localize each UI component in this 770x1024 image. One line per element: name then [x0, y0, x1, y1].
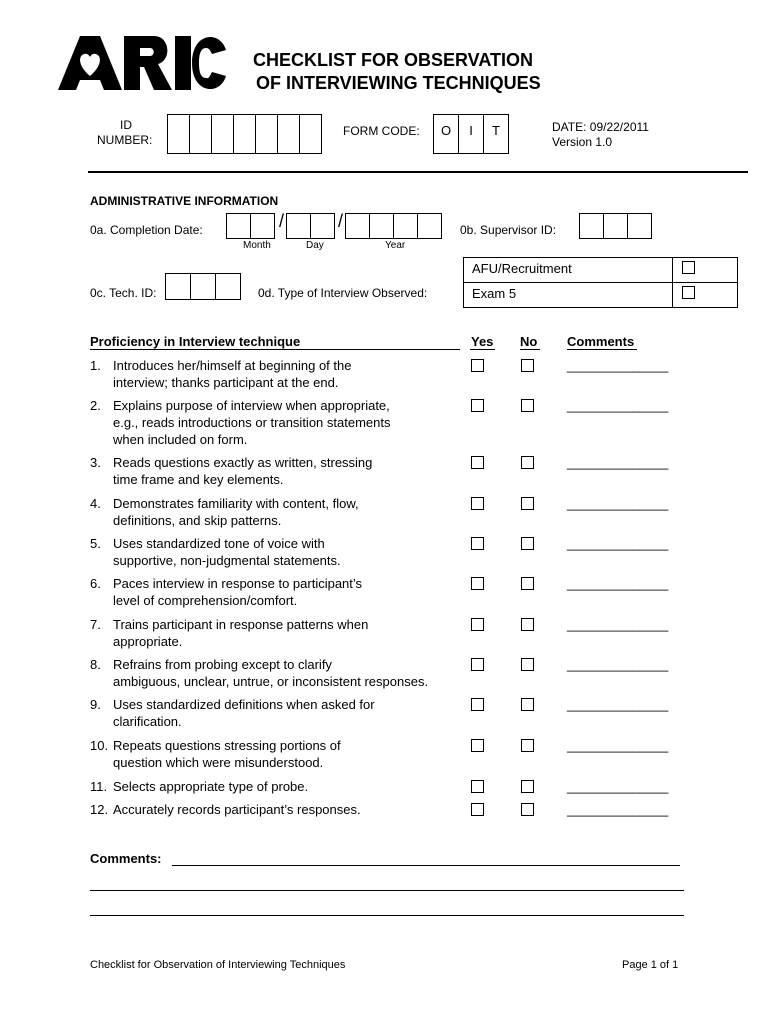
- supervisor-id-field[interactable]: [580, 213, 652, 239]
- comment-blank[interactable]: ______________: [567, 358, 669, 373]
- form-code-cell: I: [458, 114, 484, 154]
- item-text: Selects appropriate type of probe.: [113, 779, 309, 794]
- interview-type-label: 0d. Type of Interview Observed:: [258, 286, 428, 300]
- date-cell[interactable]: [417, 213, 442, 239]
- no-checkbox[interactable]: [521, 803, 534, 816]
- col-comments-rule: [567, 349, 637, 350]
- no-checkbox[interactable]: [521, 537, 534, 550]
- col-comments-header: Comments: [567, 334, 635, 349]
- item-text: appropriate.: [113, 634, 183, 649]
- interview-type-exam: Exam 5: [472, 286, 517, 301]
- item-text: e.g., reads introductions or transition statements: [113, 415, 391, 430]
- item-number: 10.: [90, 738, 109, 753]
- no-checkbox[interactable]: [521, 359, 534, 372]
- item-number: 5.: [90, 536, 101, 551]
- proficiency-heading-rule: [90, 349, 460, 350]
- comments-line[interactable]: [90, 890, 684, 891]
- item-text: Repeats questions stressing portions of: [113, 738, 341, 753]
- yes-checkbox[interactable]: [471, 537, 484, 550]
- tech-id-label: 0c. Tech. ID:: [90, 286, 157, 300]
- id-cell[interactable]: [277, 114, 300, 154]
- form-code-cell: O: [433, 114, 459, 154]
- yes-checkbox[interactable]: [471, 780, 484, 793]
- comment-blank[interactable]: ______________: [567, 779, 669, 794]
- completion-month-field[interactable]: [227, 213, 275, 239]
- yes-checkbox[interactable]: [471, 456, 484, 469]
- yes-checkbox[interactable]: [471, 658, 484, 671]
- item-text: Uses standardized tone of voice with: [113, 536, 325, 551]
- item-number: 6.: [90, 576, 101, 591]
- col-yes-rule: [470, 349, 495, 350]
- date-cell[interactable]: [286, 213, 311, 239]
- no-checkbox[interactable]: [521, 456, 534, 469]
- exam-checkbox[interactable]: [682, 286, 695, 299]
- item-text: Trains participant in response patterns when: [113, 617, 369, 632]
- item-text: interview; thanks participant at the end.: [113, 375, 339, 390]
- comment-blank[interactable]: ______________: [567, 455, 669, 470]
- id-cell[interactable]: [255, 114, 278, 154]
- footer-page: Page 1 of 1: [622, 959, 679, 971]
- yes-checkbox[interactable]: [471, 577, 484, 590]
- comment-blank[interactable]: ______________: [567, 576, 669, 591]
- item-number: 4.: [90, 496, 101, 511]
- no-checkbox[interactable]: [521, 618, 534, 631]
- item-text: supportive, non-judgmental statements.: [113, 553, 341, 568]
- item-number: 7.: [90, 617, 101, 632]
- aric-logo: [58, 34, 228, 92]
- item-number: 3.: [90, 455, 101, 470]
- form-code-boxes: [434, 114, 509, 154]
- no-checkbox[interactable]: [521, 577, 534, 590]
- supervisor-cell[interactable]: [627, 213, 652, 239]
- supervisor-cell[interactable]: [603, 213, 628, 239]
- item-number: 1.: [90, 358, 101, 373]
- interview-type-divider: [672, 257, 673, 308]
- yes-checkbox[interactable]: [471, 698, 484, 711]
- afu-checkbox[interactable]: [682, 261, 695, 274]
- item-text: Paces interview in response to participant’s: [113, 576, 363, 591]
- completion-day-field[interactable]: [287, 213, 335, 239]
- tech-cell[interactable]: [215, 273, 241, 300]
- date-cell[interactable]: [310, 213, 335, 239]
- comment-blank[interactable]: ______________: [567, 496, 669, 511]
- item-text: when included on form.: [113, 432, 248, 447]
- form-code-cell: T: [483, 114, 509, 154]
- supervisor-id-label: 0b. Supervisor ID:: [460, 223, 557, 237]
- id-number-field[interactable]: [168, 114, 322, 154]
- yes-checkbox[interactable]: [471, 359, 484, 372]
- completion-year-field[interactable]: [346, 213, 442, 239]
- form-title-line1: CHECKLIST FOR OBSERVATION: [253, 50, 534, 70]
- date-cell[interactable]: [345, 213, 370, 239]
- item-number: 9.: [90, 697, 101, 712]
- tech-id-field[interactable]: [166, 273, 241, 300]
- item-number: 8.: [90, 657, 101, 672]
- item-text: Refrains from probing except to clarify: [113, 657, 332, 672]
- interview-type-afu: AFU/Recruitment: [472, 261, 572, 276]
- tech-cell[interactable]: [190, 273, 216, 300]
- no-checkbox[interactable]: [521, 698, 534, 711]
- id-cell[interactable]: [211, 114, 234, 154]
- yes-checkbox[interactable]: [471, 739, 484, 752]
- id-cell[interactable]: [167, 114, 190, 154]
- aric-logo-graphic: [58, 34, 228, 92]
- item-text: Uses standardized definitions when asked for: [113, 697, 375, 712]
- comment-blank[interactable]: ______________: [567, 738, 669, 753]
- comment-blank[interactable]: ______________: [567, 802, 669, 817]
- item-text: clarification.: [113, 714, 182, 729]
- comment-blank[interactable]: ______________: [567, 398, 669, 413]
- date-cell[interactable]: [226, 213, 251, 239]
- comment-blank[interactable]: ______________: [567, 617, 669, 632]
- header-divider: [88, 171, 748, 173]
- day-caption: Day: [306, 240, 324, 251]
- item-text: Reads questions exactly as written, stressing: [113, 455, 373, 470]
- comments-line[interactable]: [90, 915, 684, 916]
- no-checkbox[interactable]: [521, 739, 534, 752]
- comments-label: Comments:: [90, 851, 162, 866]
- item-text: level of comprehension/comfort.: [113, 593, 298, 608]
- admin-heading: ADMINISTRATIVE INFORMATION: [90, 194, 279, 208]
- id-label-line1: ID: [120, 118, 132, 132]
- proficiency-heading: Proficiency in Interview technique: [90, 334, 301, 349]
- item-text: Accurately records participant’s responses.: [113, 802, 361, 817]
- form-code-label: FORM CODE:: [343, 124, 420, 138]
- supervisor-cell[interactable]: [579, 213, 604, 239]
- comments-line[interactable]: [172, 865, 680, 866]
- date-separator: /: [279, 211, 285, 231]
- no-checkbox[interactable]: [521, 399, 534, 412]
- col-no-header: No: [520, 334, 538, 349]
- month-caption: Month: [243, 240, 271, 251]
- id-cell[interactable]: [299, 114, 322, 154]
- form-version: Version 1.0: [552, 135, 613, 149]
- no-checkbox[interactable]: [521, 497, 534, 510]
- no-checkbox[interactable]: [521, 658, 534, 671]
- item-number: 12.: [90, 802, 109, 817]
- item-text: time frame and key elements.: [113, 472, 284, 487]
- col-no-rule: [520, 349, 540, 350]
- id-cell[interactable]: [189, 114, 212, 154]
- yes-checkbox[interactable]: [471, 399, 484, 412]
- footer-left: Checklist for Observation of Interviewing Techniques: [90, 959, 346, 971]
- id-label-line2: NUMBER:: [97, 133, 153, 147]
- form-title-line2: OF INTERVIEWING TECHNIQUES: [256, 73, 541, 93]
- item-text: Demonstrates familiarity with content, flow,: [113, 496, 359, 511]
- item-text: Introduces her/himself at beginning of the: [113, 358, 352, 373]
- date-separator: /: [338, 211, 344, 231]
- id-cell[interactable]: [233, 114, 256, 154]
- completion-date-label: 0a. Completion Date:: [90, 223, 203, 237]
- yes-checkbox[interactable]: [471, 497, 484, 510]
- form-date: DATE: 09/22/2011: [552, 120, 649, 134]
- date-cell[interactable]: [250, 213, 275, 239]
- item-number: 2.: [90, 398, 101, 413]
- date-cell[interactable]: [369, 213, 394, 239]
- comment-blank[interactable]: ______________: [567, 536, 669, 551]
- comment-blank[interactable]: ______________: [567, 657, 669, 672]
- item-text: definitions, and skip patterns.: [113, 513, 282, 528]
- item-text: question which were misunderstood.: [113, 755, 324, 770]
- comment-blank[interactable]: ______________: [567, 697, 669, 712]
- no-checkbox[interactable]: [521, 780, 534, 793]
- item-text: ambiguous, unclear, untrue, or inconsistent responses.: [113, 674, 429, 689]
- col-yes-header: Yes: [471, 334, 494, 349]
- item-number: 11.: [90, 779, 108, 794]
- item-text: Explains purpose of interview when appropriate,: [113, 398, 390, 413]
- year-caption: Year: [385, 240, 406, 251]
- yes-checkbox[interactable]: [471, 803, 484, 816]
- yes-checkbox[interactable]: [471, 618, 484, 631]
- tech-cell[interactable]: [165, 273, 191, 300]
- date-cell[interactable]: [393, 213, 418, 239]
